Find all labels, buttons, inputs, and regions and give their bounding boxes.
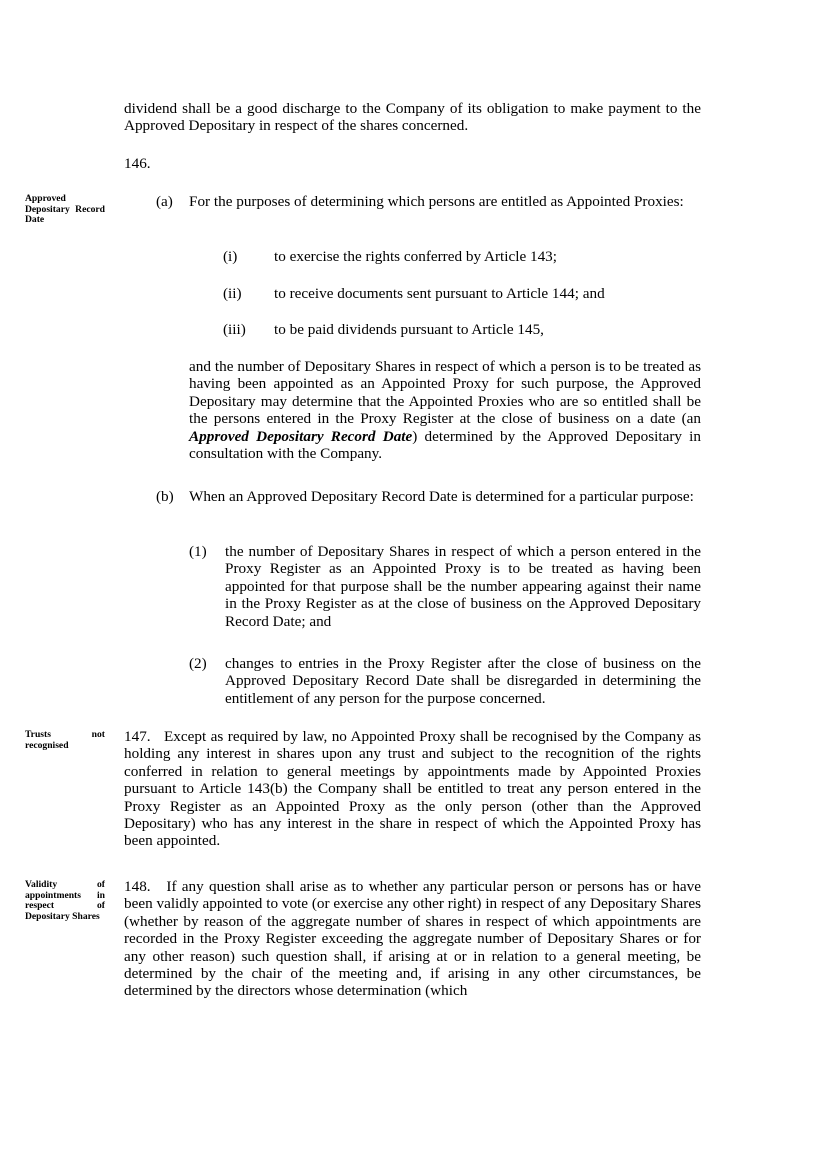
subitem-1-text: the number of Depositary Shares in respect of which a person entered in the Proxy Register as an Appointed Proxy is to be treated as having been appointed for that purpose shall be the number appearing against their name in the Proxy Register as at the close of business on the Approved Depositary Record Date; and [225,543,701,630]
margin-note-approved-depositary-record-date: Approved Depositary Record Date [25,193,105,226]
paragraph-a-tail-after: ) determined by the Approved Depositary in consultation with the Company. [189,427,701,463]
article-147-text: 147. Except as required by law, no Appointed Proxy shall be recognised by the Company as holding any interest in shares upon any trust and subject to the recognition of the rights conferred in relation to general meetings by appointments made by Appointed Proxies pursuant to Article 143(b) the Company shall be entitled to treat any person entered in the Proxy Register as an Appointed Proxy as the only person (other than the Approved Depositary) who has any interest in the share in respect of which the Appointed Proxy has been appointed. [124,728,701,850]
paragraph-a-label: (a) [156,193,173,210]
subitem-ii-label: (ii) [223,285,242,302]
subitem-2-label: (2) [189,655,207,672]
paragraph-a-tail-before: and the number of Depositary Shares in respect of which a person is to be treated as having been appointed as an Appointed Proxy for such purpose, the Approved Depositary may determine that the Appointed Proxies who are so entitled shall be the persons entered in the Proxy Register at the close of business on a date (an [189,358,701,428]
subitem-ii-text: to receive documents sent pursuant to Article 144; and [274,285,605,302]
subitem-1-label: (1) [189,543,207,560]
article-148-text: 148. If any question shall arise as to whether any particular person or persons has or have been validly appointed to vote (or exercise any other right) in respect of any Depositary Shares (whether by reason of the aggregate number of shares in respect of which appointments are recorded in the Proxy Register exceeding the aggregate number of Depositary Shares or for any other reason) such question shall, if arising at or in relation to a general meeting, be determined by the chair of the meeting and, if arising in any other circumstances, be determined by the directors whose determination (which [124,878,701,1000]
paragraph-b-text: When an Approved Depositary Record Date is determined for a particular purpose: [189,488,694,505]
paragraph-b-label: (b) [156,488,174,505]
subitem-2-text: changes to entries in the Proxy Register after the close of business on the Approved Depositary Record Date shall be disregarded in determining the entitlement of any person for the purpose concerned. [225,655,701,707]
subitem-i-text: to exercise the rights conferred by Article 143; [274,248,557,265]
paragraph-a-tail [189,358,701,462]
continuation-paragraph: dividend shall be a good discharge to the Company of its obligation to make payment to the Approved Depositary in respect of the shares concerned. [124,100,701,135]
subitem-iii-label: (iii) [223,321,246,338]
defined-term-approved-depositary-record-date: Approved Depositary Record Date [189,427,413,445]
margin-note-trusts-not-recognised: Trusts not recognised [25,729,105,751]
subitem-i-label: (i) [223,248,238,265]
paragraph-a-text: For the purposes of determining which persons are entitled as Appointed Proxies: [189,193,684,210]
margin-note-validity-of-appointments: Validity of appointments in respect of Depositary Shares [25,879,105,922]
subitem-iii-text: to be paid dividends pursuant to Article 145, [274,321,544,338]
article-146-number: 146. [124,155,151,172]
